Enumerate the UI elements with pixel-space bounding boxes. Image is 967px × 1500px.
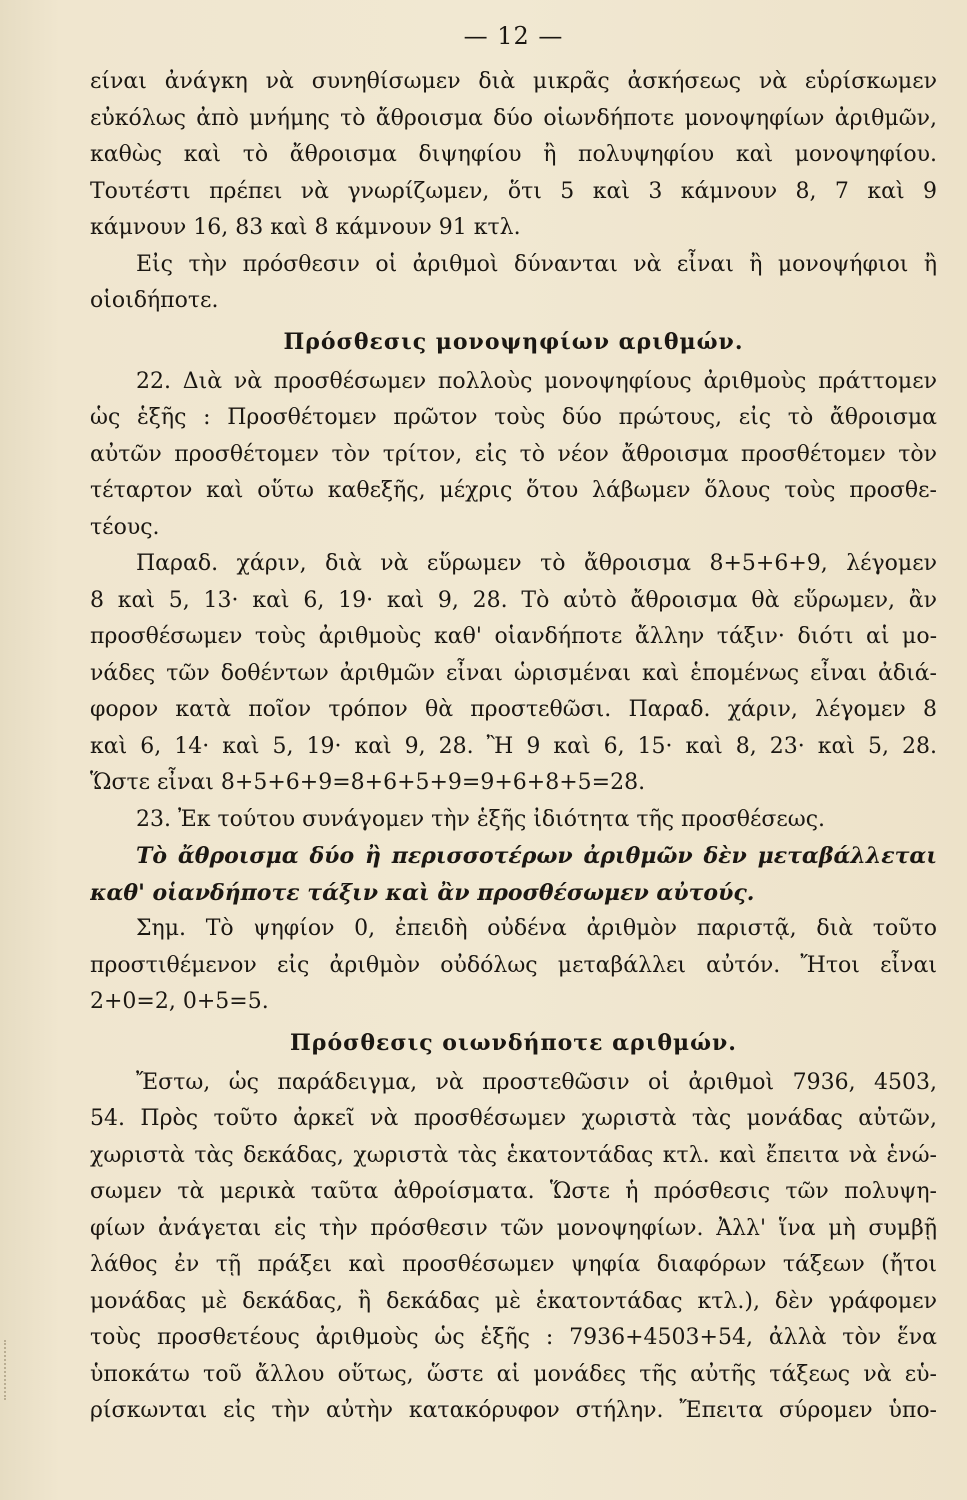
page-number: — 12 —: [463, 22, 564, 50]
text-line: εὐκόλως ἀπὸ μνήμης τὸ ἄθροισμα δύο οἱωνδήποτε μονοψηφίων ἀριθμῶν,: [90, 105, 937, 131]
note-line: Σημ. Τὸ ψηφίον 0, ἐπειδὴ οὐδένα ἀριθμὸν παριστᾷ, διὰ τοῦτο: [136, 916, 937, 941]
text-line: σωμεν τὰ μερικὰ ταῦτα ἀθροίσματα. Ὥστε ἡ πρόσθεσις τῶν πολυψη-: [90, 1179, 937, 1204]
text-line: 2+0=2, 0+5=5.: [90, 989, 269, 1014]
text-line: προστιθέμενον εἰς ἀριθμὸν οὐδόλως μεταβάλλει αὐτόν. Ἤτοι εἶναι: [90, 952, 937, 978]
rule-statement-line: Τὸ ἄθροισμα δύο ἢ περισσοτέρων ἀριθμῶν δὲν μεταβάλλεται: [136, 843, 937, 869]
text-line: Τουτέστι πρέπει νὰ γνωρίζωμεν, ὅτι 5 καὶ 3 κάμνουν 8, 7 καὶ 9: [90, 178, 937, 204]
text-line: χωριστὰ τὰς δεκάδας, χωριστὰ τὰς ἑκατοντάδας κτλ. καὶ ἔπειτα νὰ ἑνώ-: [90, 1142, 937, 1168]
margin-mark: [4, 1340, 16, 1400]
text-line: Παραδ. χάριν, διὰ νὰ εὕρωμεν τὸ ἄθροισμα 8+5+6+9, λέγομεν: [136, 551, 937, 576]
text-line: προσθέσωμεν τοὺς ἀριθμοὺς καθ' οἱανδήποτε ἄλλην τάξιν· διότι αἱ μο-: [90, 624, 937, 649]
text-line: λάθος ἐν τῇ πράξει καὶ προσθέσωμεν ψηφία διαφόρων τάξεων (ἤτοι: [90, 1252, 937, 1277]
section-heading-any-numbers: Πρόσθεσις οιωνδήποτε αριθμών.: [290, 1029, 737, 1056]
text-line: Ὥστε εἶναι 8+5+6+9=8+6+5+9=9+6+8+5=28.: [90, 770, 646, 795]
text-line: ρίσκωνται εἰς τὴν αὐτὴν κατακόρυφον στήλην. Ἔπειτα σύρομεν ὑπο-: [90, 1398, 937, 1423]
text-line: οἱοιδήποτε.: [90, 288, 219, 313]
text-line: τοὺς προσθετέους ἀριθμοὺς ὡς ἑξῆς : 7936+4503+54, ἀλλὰ τὸν ἕνα: [90, 1325, 937, 1350]
text-line: τέους.: [90, 514, 160, 540]
text-line: τέταρτον καὶ οὕτω καθεξῆς, μέχρις ὅτου λάβωμεν ὅλους τοὺς προσθε-: [90, 478, 937, 503]
text-line: Ἔστω, ὡς παράδειγμα, νὰ προστεθῶσιν οἱ ἀριθμοὶ 7936, 4503,: [136, 1069, 937, 1095]
text-line: 22. Διὰ νὰ προσθέσωμεν πολλοὺς μονοψηφίους ἀριθμοὺς πράττομεν: [136, 368, 937, 394]
text-line: Εἰς τὴν πρόσθεσιν οἱ ἀριθμοὶ δύνανται νὰ εἶναι ἢ μονοψήφιοι ἢ: [136, 251, 937, 277]
text-line: φίων ἀνάγεται εἰς τὴν πρόσθεσιν τῶν μονοψηφίων. Ἀλλ' ἵνα μὴ συμβῇ: [90, 1215, 937, 1241]
section-heading-single-digit: Πρόσθεσις μονοψηφίων αριθμών.: [283, 328, 744, 355]
rule-statement-line: καθ' οἱανδήποτε τάξιν καὶ ἂν προσθέσωμεν αὐτούς.: [90, 879, 755, 906]
text-line: 8 καὶ 5, 13· καὶ 6, 19· καὶ 9, 28. Τὸ αὐτὸ ἄθροισμα θὰ εὕρωμεν, ἂν: [90, 587, 937, 613]
text-line: κάμνουν 16, 83 καὶ 8 κάμνουν 91 κτλ.: [90, 215, 521, 240]
text-line: νάδες τῶν δοθέντων ἀριθμῶν εἶναι ὡρισμέναι καὶ ἑπομένως εἶναι ἀδιά-: [90, 660, 937, 686]
text-line: φορον κατὰ ποῖον τρόπον θὰ προστεθῶσι. Παραδ. χάριν, λέγομεν 8: [90, 697, 937, 722]
text-line: ὑποκάτω τοῦ ἄλλου οὕτως, ὥστε αἱ μονάδες τῆς αὐτῆς τάξεως νὰ εὑ-: [90, 1361, 937, 1387]
text-line: αὐτῶν προσθέτομεν τὸν τρίτον, εἰς τὸ νέον ἄθροισμα προσθέτομεν τὸν: [90, 441, 937, 467]
text-line: 54. Πρὸς τοῦτο ἀρκεῖ νὰ προσθέσωμεν χωριστὰ τὰς μονάδας αὐτῶν,: [90, 1106, 937, 1131]
text-line: μονάδας μὲ δεκάδας, ἢ δεκάδας μὲ ἑκατοντάδας κτλ.), δὲν γράφομεν: [90, 1288, 937, 1314]
text-line: 23. Ἐκ τούτου συνάγομεν τὴν ἑξῆς ἰδιότητα τῆς προσθέσεως.: [136, 806, 826, 832]
text-line: καὶ 6, 14· καὶ 5, 19· καὶ 9, 28. Ἢ 9 καὶ 6, 15· καὶ 8, 23· καὶ 5, 28.: [90, 733, 937, 759]
text-line: είναι ἀνάγκη νὰ συνηθίσωμεν διὰ μικρᾶς ἀσκήσεως νὰ εὑρίσκωμεν: [90, 69, 937, 94]
text-line: ὡς ἑξῆς : Προσθέτομεν πρῶτον τοὺς δύο πρώτους, εἰς τὸ ἄθροισμα: [90, 405, 937, 430]
text-line: καθὼς καὶ τὸ ἄθροισμα διψηφίου ἢ πολυψηφίου καὶ μονοψηφίου.: [90, 142, 937, 167]
